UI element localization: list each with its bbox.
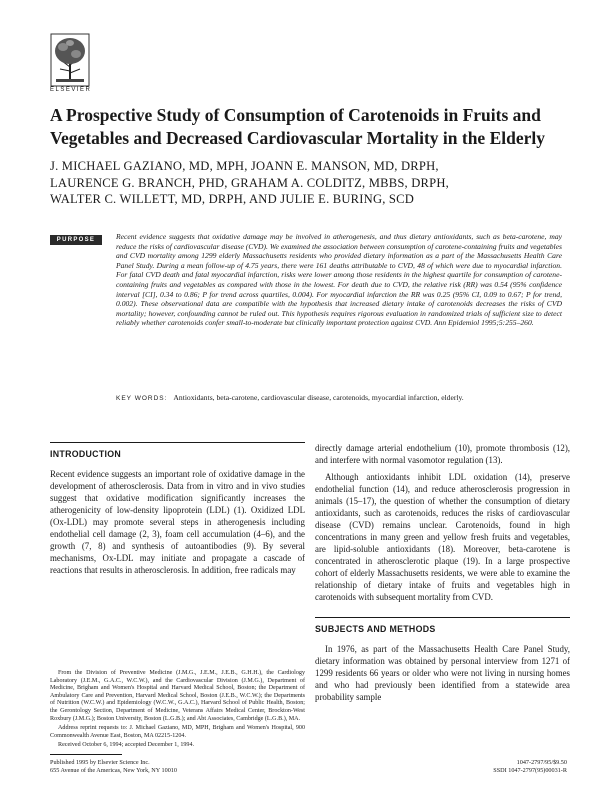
left-column: [50, 442, 305, 576]
footnote-affiliations: From the Division of Preventive Medicine (J.M.G., J.E.M., J.E.B., G.H.H.), the Cardiology Laboratory (J.E.M., G.A.C., W.C.W.), and the Cardiovascular Division (J.M.G.), Department of Medicine, Brigham and Women's Hospital and Harvard Medical School, Boston; the Department of Ambulatory Care and Prevention, Harvard Medical School, Boston (J.E.B., W.C.W.); the Departments of Nutrition (W.C.W.) and Epidemiology (W.C.W., G.A.C.), Harvard School of Public Health, Boston; the Gerontology Section, Department of Medicine, Veterans Affairs Medical Center, Brockton-West Roxbury (J.M.G.); Boston University, Boston (L.G.B.); and Abt Associates, Cambridge (L.G.B.), MA.: [50, 670, 305, 722]
article-title: A Prospective Study of Consumption of Carotenoids in Fruits and Vegetables and Decreased Cardiovascular Mortality in the Elderly: [50, 105, 545, 148]
body-paragraph: directly damage arterial endothelium (10), promote thrombosis (12), and interfere with normal vasomotor regulation (13).: [315, 443, 570, 465]
right-column: [315, 442, 570, 703]
intro-paragraph: Recent evidence suggests an important role of oxidative damage in the development of atherosclerosis. Data from in vitro and in vivo studies suggest that oxidative modification significantly increases the atherogenicity of low-density lipoprotein (LDL) (1). Oxidized LDL (Ox-LDL) may promote several steps in atherogenesis including endothelial cell damage (2, 3), foam cell accumulation (4–6), and the growth (7, 8) and synthesis of autoantibodies (9). By several mechanisms, Ox-LDL may initiate and propagate a cascade of reactions that results in atherosclerosis. In addition, free radicals may: [50, 469, 305, 575]
footer-rule: [50, 754, 122, 755]
footer-identifiers: [493, 759, 567, 775]
body-paragraph: Although antioxidants inhibit LDL oxidation (14), preserve endothelial function (14), and reduce atherosclerosis progression in animals (15–17), the question of whether the consumption of dietary antioxidants, such as carotenoids, reduces the risks of cardiovascular disease (CVD) remains unclear. Carotenoids, found in high concentrations in many green and yellow fresh fruits and vegetables, are lipid-soluble antioxidants (18). Moreover, beta-carotene is concentrated in atherosclerotic plaque (19). In a large prospective cohort of elderly Massachusetts residents, we were able to examine the relationship of dietary intake of fruits and vegetables high in carotenoids with subsequent mortality from CVD.: [315, 472, 570, 602]
keywords: [116, 392, 562, 404]
keywords-label: KEY WORDS:: [116, 395, 168, 402]
section-heading-methods: SUBJECTS AND METHODS: [315, 624, 436, 634]
section-rule: [50, 442, 305, 443]
abstract-label: PURPOSE: [50, 235, 102, 245]
author-list: [50, 158, 570, 208]
footer-line: SSDI 1047-2797(95)00031-R: [493, 767, 567, 774]
methods-paragraph: In 1976, as part of the Massachusetts Health Care Panel Study, dietary information was obtained by personal interview from 1271 of 1299 residents 66 years or older who were not living in nursing homes and who had previously been identified from a statewide area probability sample: [315, 644, 570, 702]
elsevier-tree-logo-icon: [50, 33, 90, 87]
section-rule: [315, 617, 570, 618]
footer-line: Published 1995 by Elsevier Science Inc.: [50, 759, 150, 766]
author-line: WALTER C. WILLETT, MD, DRPH, AND JULIE E. BURING, SCD: [50, 192, 415, 206]
author-line: LAURENCE G. BRANCH, PHD, GRAHAM A. COLDITZ, MBBS, DRPH,: [50, 175, 449, 190]
footer-line: 1047-2797/95/$9.50: [516, 759, 567, 766]
publisher-name: ELSEVIER: [50, 87, 92, 93]
abstract-text: Recent evidence suggests that oxidative damage may be involved in atherogenesis, and thus dietary antioxidants, such as beta-carotene, may reduce the risks of cardiovascular disease (CVD). We examined the association between consumption of carotene-containing fruits and vegetables and CVD mortality among 1299 elderly Massachusetts residents who provided dietary information as a part of the Massachusetts Health Care Panel Study. During a mean follow-up of 4.75 years, there were 161 deaths attributable to CVD, 48 of which were due to myocardial infarction. For fatal CVD death and fatal myocardial infarction, risks were lower among those residents in the highest quartile for consumption of carotene-containing fruits and vegetables as compared with those in the lowest. For death due to CVD, the relative risk (RR) was 0.54 (95% confidence interval [CI], 0.34 to 0.86; P for trend across quartiles, 0.004). For myocardial infarction the RR was 0.25 (95% CI, 0.09 to 0.67; P for trend, 0.002). These observational data are compatible with the hypothesis that increased dietary intake of carotenoids decreases the risks of CVD mortality; however, confounding cannot be ruled out. This hypothesis requires rigorous evaluation in randomized trials of sufficient size to detect reliably whether carotenoids confer small-to-moderate but clinically important protection against CVD. Ann Epidemiol 1995;5:255–260.: [116, 232, 562, 328]
footnote-received: Received October 6, 1994; accepted December 1, 1994.: [58, 742, 195, 749]
footer-line: 655 Avenue of the Americas, New York, NY 10010: [50, 767, 177, 774]
author-line: J. MICHAEL GAZIANO, MD, MPH, JOANN E. MANSON, MD, DRPH,: [50, 159, 439, 173]
section-heading-introduction: INTRODUCTION: [50, 449, 122, 459]
footnote: [50, 670, 305, 752]
footnote-correspondence: Address reprint requests to: J. Michael Gaziano, MD, MPH, Brigham and Women's Hospital, 900 Commonwealth Avenue East, Boston, MA 02215-1204.: [50, 725, 305, 739]
keywords-text: Antioxidants, beta-carotene, cardiovascular disease, carotenoids, myocardial infarction, elderly.: [173, 393, 464, 402]
footer-publisher: [50, 759, 177, 775]
